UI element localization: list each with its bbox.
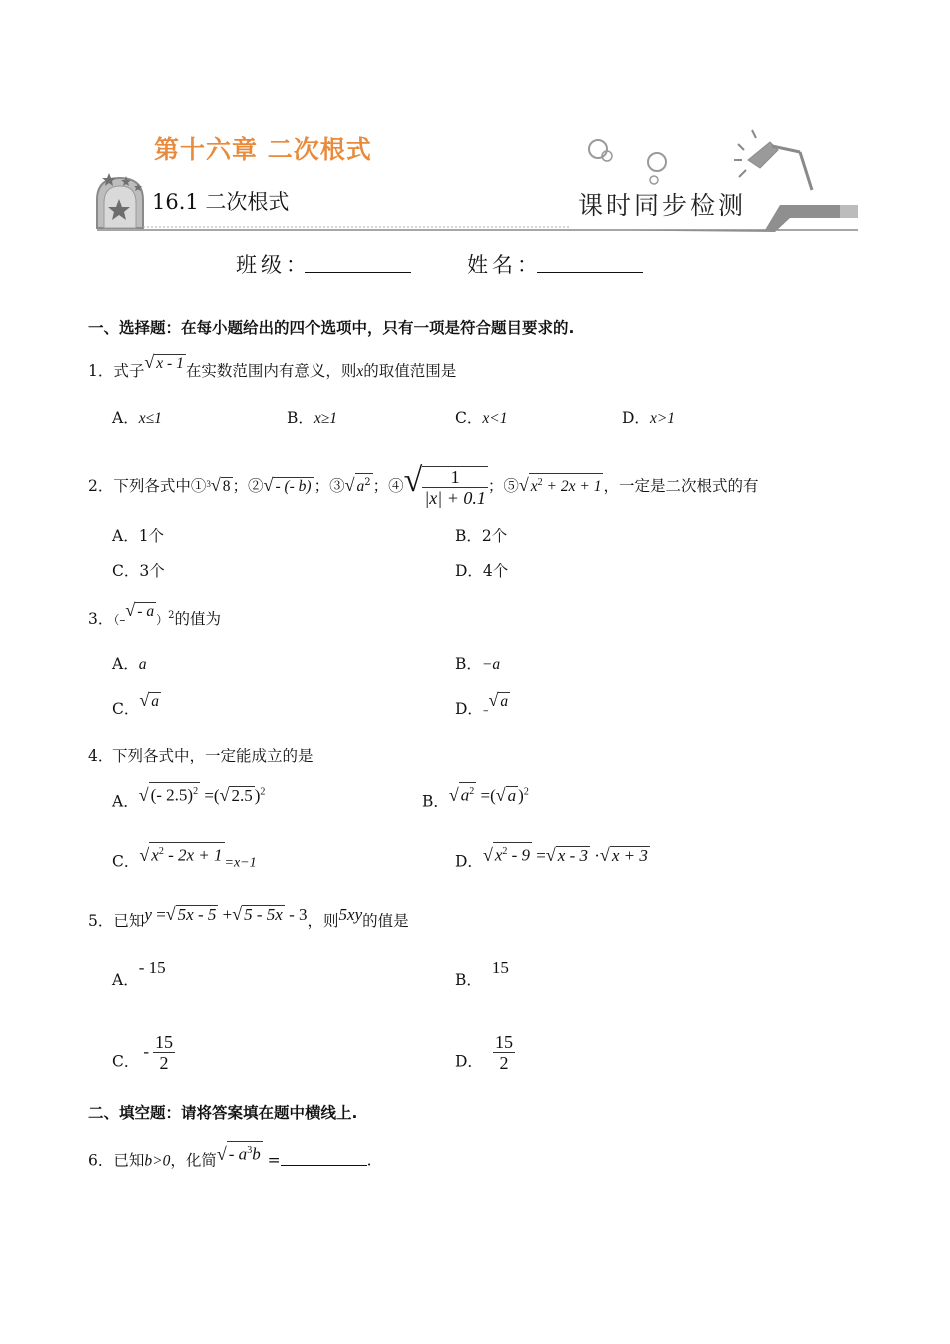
variable: x (356, 363, 364, 380)
question-text: 的值为 (174, 610, 221, 629)
expression: 5xy (338, 905, 363, 924)
option-c[interactable]: C．3个 (112, 562, 165, 580)
option-d[interactable] (455, 844, 650, 872)
option-value: x>1 (649, 410, 676, 427)
option-a[interactable] (112, 654, 146, 675)
option-label: D． (455, 852, 483, 871)
plus: + (218, 905, 233, 924)
dot: · (590, 845, 600, 865)
minus-sign: – (482, 704, 489, 717)
radicand: x + 3 (611, 845, 648, 865)
option-label: D． (622, 409, 650, 427)
option-b[interactable]: B．2个 (455, 527, 508, 545)
sqrt-symbol: √ (232, 904, 243, 924)
fraction (422, 466, 488, 508)
sqrt-symbol: √ (139, 690, 150, 710)
denominator: |x| + 0.1 (424, 488, 486, 508)
option-a[interactable] (112, 958, 166, 990)
fraction (493, 1032, 515, 1073)
denominator: 2 (499, 1053, 509, 1073)
option-label: A． (112, 971, 139, 989)
sqrt-symbol: √ (165, 904, 176, 924)
question-1 (88, 352, 457, 382)
section-title: 16.1 二次根式 (152, 190, 290, 214)
sqrt-symbol: √ (125, 600, 136, 621)
equals: = (532, 845, 546, 865)
question-4: 4． (88, 747, 114, 765)
radicand: - a (228, 1144, 248, 1164)
question-3 (88, 600, 221, 630)
sqrt-symbol: √ (263, 475, 274, 495)
exponent: 2 (158, 846, 164, 857)
question-text: 下列各式中① (113, 477, 207, 495)
radicand: a (507, 785, 517, 805)
sqrt-symbol: √ (344, 475, 355, 495)
exponent: 2 (537, 476, 543, 488)
radicand: 5 - 5x (244, 905, 283, 924)
radicand: a (460, 785, 470, 805)
question-number: 1． (88, 362, 114, 380)
class-field[interactable] (305, 248, 411, 273)
name-field[interactable] (537, 248, 643, 273)
option-label: C． (112, 852, 140, 871)
chapter-title: 第十六章 二次根式 (154, 135, 372, 164)
paren: ) (254, 785, 261, 805)
question-number: 2． (88, 477, 114, 495)
question-text: ，一定是二次根式的有 (603, 477, 759, 495)
option-d[interactable]: D．4个 (455, 562, 509, 580)
fraction (153, 1032, 175, 1073)
option-c[interactable] (455, 408, 507, 429)
option-value: =x−1 (224, 855, 257, 871)
option-label: B． (455, 971, 482, 989)
sync-test-title: 课时同步检测 (578, 191, 747, 220)
question-text: 下列各式中，一定能成立的是 (112, 747, 314, 765)
condition: b>0 (144, 1152, 171, 1170)
sqrt-symbol: √ (599, 844, 610, 865)
header-banner (0, 0, 950, 240)
sqrt-symbol: √ (482, 844, 493, 865)
sqrt-symbol: √ (403, 462, 423, 499)
sqrt-symbol: √ (488, 690, 499, 710)
option-label: A． (112, 655, 139, 673)
paren: ) (518, 785, 524, 805)
sqrt-symbol: √ (139, 844, 150, 865)
option-value: a (138, 656, 147, 673)
bubble-icon-4 (650, 176, 658, 184)
separator: ；④ (372, 477, 404, 495)
question-text: 的值是 (362, 912, 409, 930)
option-d[interactable] (455, 690, 510, 721)
question-2 (88, 462, 759, 508)
option-value: - 15 (138, 958, 166, 977)
option-a[interactable] (112, 408, 162, 429)
radicand-rest: + 2x + 1 (542, 478, 602, 495)
name-label: 姓名： (467, 253, 542, 277)
denominator: 2 (159, 1053, 169, 1073)
equals: =( (476, 785, 496, 805)
exponent: 2 (469, 786, 475, 797)
question-text: 已知 (113, 1151, 145, 1170)
question-text: 的取值范围是 (363, 362, 457, 380)
radicand: - a (137, 603, 155, 621)
option-value: x≥1 (313, 410, 338, 427)
radicand-rest: b (252, 1144, 261, 1164)
equals: = (151, 905, 166, 924)
paren: （– (113, 613, 126, 628)
sqrt-symbol: √ (448, 784, 459, 805)
option-label: B． (422, 792, 449, 811)
option-label: A． (112, 792, 139, 811)
option-b[interactable] (287, 408, 337, 429)
option-value: 15 (491, 958, 509, 977)
period: . (366, 1151, 372, 1170)
question-text: ，则 (307, 912, 339, 930)
radicand: (- 2.5) (150, 785, 194, 805)
minus: - 3 (284, 905, 308, 924)
option-c[interactable] (112, 690, 161, 719)
option-b[interactable] (422, 784, 529, 812)
paren: ） (156, 613, 169, 628)
question-text: 已知 (113, 912, 145, 930)
radicand: 5x - 5 (177, 905, 217, 924)
option-value: −a (481, 656, 501, 673)
radicand: 2.5 (231, 785, 253, 805)
variable: y (144, 905, 152, 924)
sqrt-symbol: √ (518, 475, 529, 495)
exponent: 2 (260, 786, 266, 797)
question-text: 在实数范围内有意义，则 (185, 362, 357, 380)
exponent: 2 (364, 476, 371, 488)
root-index: 3 (206, 479, 211, 489)
bubble-icon (589, 140, 607, 158)
radicand: - (- b) (275, 478, 312, 495)
option-label: D． (455, 700, 483, 718)
separator: ；② (232, 477, 264, 495)
minus-sign: - (143, 1041, 150, 1061)
option-value: x≤1 (138, 410, 162, 427)
option-label: B． (287, 409, 314, 427)
class-label: 班级： (236, 253, 311, 277)
sqrt-symbol: √ (138, 784, 149, 805)
sqrt-symbol: √ (216, 1143, 227, 1164)
bubble-icon-3 (648, 153, 666, 171)
exponent: 2 (168, 610, 175, 621)
desk-lamp-icon (734, 130, 812, 190)
sqrt-symbol: √ (144, 352, 155, 372)
question-6 (88, 1143, 372, 1172)
option-value: a (151, 693, 160, 710)
numerator: 1 (422, 467, 488, 488)
question-5 (88, 904, 409, 931)
sqrt-symbol: √ (210, 475, 221, 495)
radicand: x - 1 (156, 355, 184, 372)
numerator: 15 (155, 1032, 174, 1052)
option-d[interactable] (622, 408, 675, 429)
option-c[interactable] (112, 844, 257, 874)
separator: ；③ (313, 477, 345, 495)
option-label: C． (455, 409, 483, 427)
part2-heading: 二、填空题：请将答案填在题中横线上. (88, 1104, 358, 1122)
radicand: x (151, 845, 159, 865)
question-number: 3． (88, 610, 114, 629)
exponent: 3 (247, 1145, 253, 1156)
equals: = (262, 1151, 281, 1170)
question-number: 6． (88, 1151, 114, 1170)
numerator: 15 (494, 1032, 513, 1052)
option-value: x<1 (482, 410, 508, 427)
sqrt-symbol: √ (545, 844, 556, 865)
radicand: x (530, 478, 538, 495)
option-b[interactable] (455, 958, 509, 990)
answer-blank[interactable] (281, 1151, 367, 1166)
part1-heading: 一、选择题：在每小题给出的四个选项中，只有一项是符合题目要求的. (88, 319, 575, 337)
option-c[interactable] (112, 1032, 175, 1083)
option-a[interactable] (112, 784, 266, 812)
exponent: 2 (502, 846, 508, 857)
radicand: x - 3 (557, 845, 588, 865)
sqrt-symbol: √ (219, 784, 230, 805)
radicand: 8 (222, 478, 231, 495)
exponent: 2 (193, 786, 199, 797)
question-text: 式子 (113, 362, 145, 380)
option-b[interactable] (455, 654, 500, 675)
header-decoration (0, 0, 950, 240)
exponent: 2 (523, 786, 529, 797)
option-a[interactable]: A．1个 (112, 527, 165, 545)
radicand-rest: - 9 (507, 845, 531, 865)
equals: =( (200, 785, 220, 805)
option-label: B． (455, 655, 482, 673)
separator: ；⑤ (487, 477, 519, 495)
option-label: D． (455, 1052, 483, 1071)
option-label: A． (112, 409, 139, 427)
radicand-rest: - 2x + 1 (163, 845, 223, 865)
question-number: 5． (88, 912, 114, 930)
option-d[interactable] (455, 1032, 515, 1083)
option-value: a (500, 693, 509, 710)
question-text: ，化简 (170, 1151, 217, 1170)
option-label: C． (112, 1052, 140, 1071)
radicand: a (356, 478, 365, 495)
radicand: x (494, 845, 503, 865)
sqrt-symbol: √ (495, 784, 506, 805)
option-label: C． (112, 700, 140, 718)
